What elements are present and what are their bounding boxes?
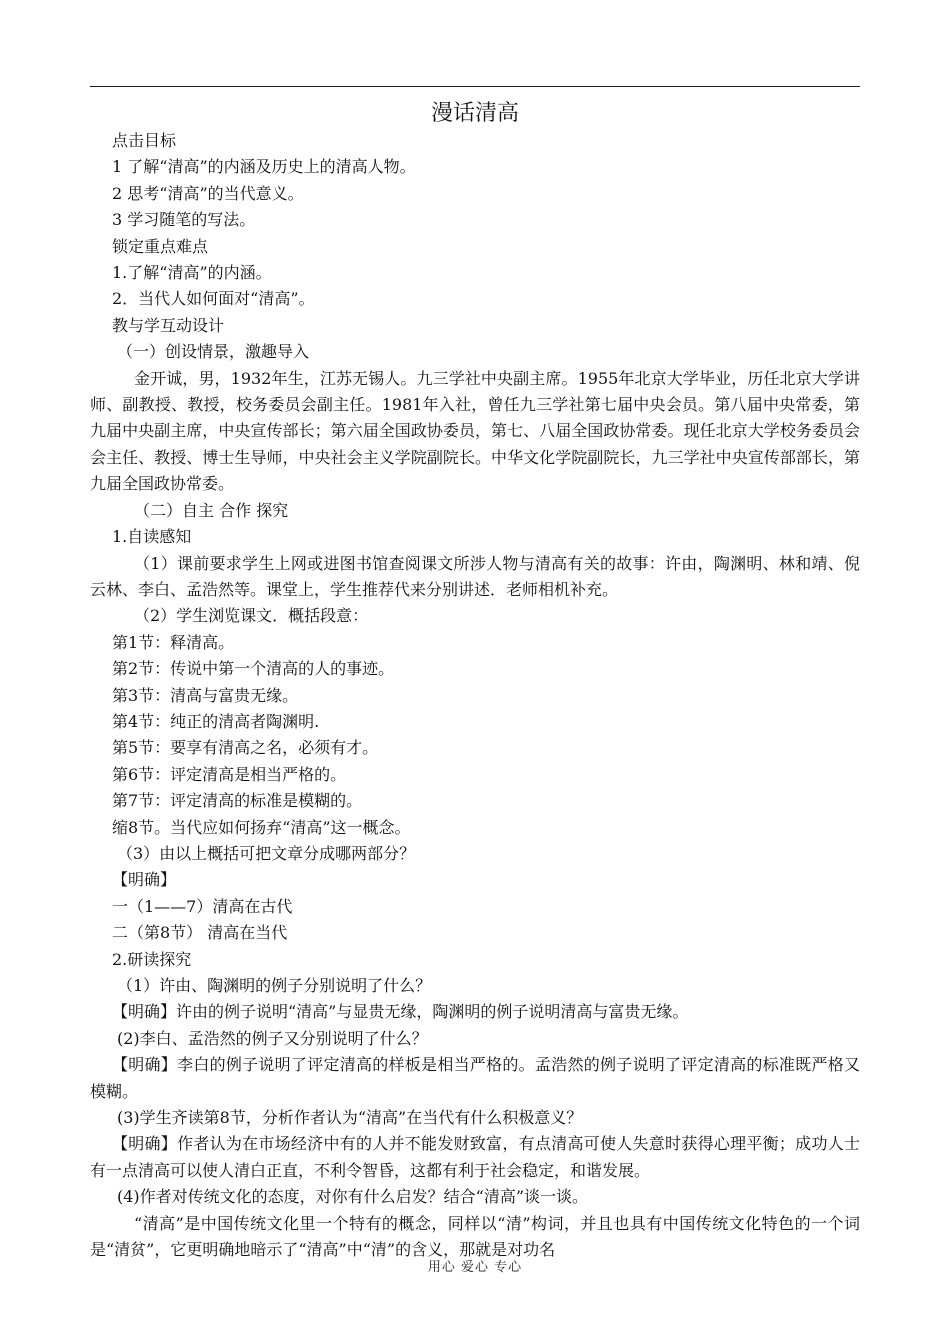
- question-line: (3)学生齐读第8节，分析作者认为“清高”在当代有什么积极意义？: [117, 1108, 583, 1128]
- page-footer: 用心 爱心 专心: [427, 1260, 523, 1275]
- activity-line: （2）学生浏览课文．概括段意：: [134, 606, 369, 626]
- key-point-item: 2．当代人如何面对“清高”。: [112, 289, 315, 309]
- section-summary-item: 缩8节。当代应如何扬弃“清高”这一概念。: [112, 817, 411, 837]
- author-bio-paragraph: 金开诚，男，1932年生，江苏无锡人。九三学社中央副主席。1955年北京大学毕业，历任北京大学讲师、副教授、教授，校务委员会副主任。1981年入社，曾任九三学社第七届中央会员。第八届中央常委，第九届中央副主席，中央宣传部长；第六届全国政协委员，第七、八届全国政协常委。现任北京大学校务委员会会主任、教授、博士生导师，中央社会主义学院副院长。中华文化学院副院长，九三学社中央宣传部部长，第九届全国政协常委。: [90, 368, 860, 494]
- section-summary-item: 第2节：传说中第一个清高的人的事迹。: [112, 659, 395, 679]
- question-line: (4)作者对传统文化的态度，对你有什么启发？结合“清高”谈一谈。: [117, 1187, 589, 1207]
- answer-line: 二（第8节） 清高在当代: [112, 923, 288, 943]
- step-heading: 1.自读感知: [112, 527, 192, 547]
- answer-paragraph: 【明确】作者认为在市场经济中有的人并不能发财致富，有点清高可使人失意时获得心理平衡；成功人士有一点清高可以使人清白正直，不利令智昏，这都有利于社会稳定，和谐发展。: [90, 1134, 860, 1180]
- section-summary-item: 第1节：释清高。: [112, 632, 235, 652]
- section-summary-item: 第4节：纯正的清高者陶渊明.: [112, 711, 320, 731]
- objective-item: 2 思考“清高”的当代意义。: [112, 183, 304, 203]
- section-heading: 教与学互动设计: [112, 315, 225, 335]
- answer-line: 【明确】许由的例子说明“清高”与显贵无缘，陶渊明的例子说明清高与富贵无缘。: [112, 1002, 689, 1022]
- document-title: 漫话清高: [430, 101, 519, 126]
- subsection-heading: （一）创设情景，激趣导入: [117, 342, 310, 362]
- section-summary-item: 第3节：清高与富贵无缘。: [112, 685, 299, 705]
- objective-item: 1 了解“清高”的内涵及历史上的清高人物。: [112, 157, 416, 177]
- section-summary-item: 第5节：要享有清高之名，必须有才。: [112, 738, 379, 758]
- document-body: [90, 128, 860, 1263]
- step-heading: 2.研读探究: [112, 949, 192, 969]
- section-heading: 锁定重点难点: [112, 236, 209, 256]
- header-rule: [90, 86, 860, 87]
- answer-line: 一（1——7）清高在古代: [112, 896, 293, 916]
- question-line: （3）由以上概括可把文章分成哪两部分？: [117, 843, 416, 863]
- section-summary-item: 第6节：评定清高是相当严格的。: [112, 764, 347, 784]
- activity-paragraph: （1）课前要求学生上网或进图书馆查阅课文所涉人物与清高有关的故事：许由，陶渊明、林和靖、倪云林、李白、孟浩然等。课堂上，学生推荐代来分别讲述．老师相机补充。: [90, 553, 860, 599]
- section-summary-item: 第7节：评定清高的标准是模糊的。: [112, 791, 363, 811]
- key-point-item: 1.了解“清高”的内涵。: [112, 263, 272, 283]
- section-heading: 点击目标: [112, 131, 177, 150]
- answer-paragraph: 【明确】李白的例子说明了评定清高的样板是相当严格的。孟浩然的例子说明了评定清高的标准既严格又模糊。: [90, 1055, 860, 1101]
- objective-item: 3 学习随笔的写法。: [112, 210, 256, 230]
- question-line: （1）许由、陶渊明的例子分别说明了什么？: [117, 976, 432, 995]
- subsection-heading: （二）自主 合作 探究: [134, 500, 289, 520]
- discussion-paragraph: “清高”是中国传统文化里一个特有的概念，同样以“清”构词，并且也具有中国传统文化特色的一个词是“清贫”，它更明确地暗示了“清高”中“清”的含义，那就是对功名: [90, 1213, 860, 1260]
- question-line: (2)李白、孟浩然的例子又分别说明了什么？: [117, 1028, 428, 1048]
- answer-label: 【明确】: [112, 870, 177, 890]
